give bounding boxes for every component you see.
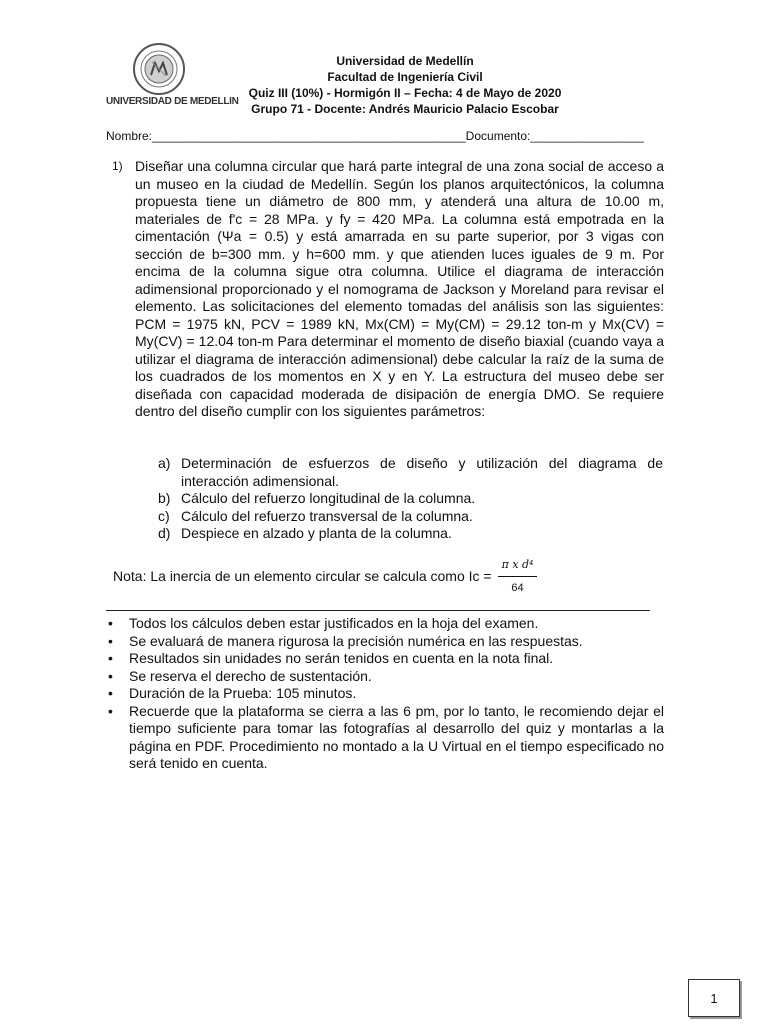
- bullet-icon: •: [108, 632, 113, 649]
- bullet-icon: •: [108, 667, 113, 684]
- bullet-icon: •: [108, 685, 113, 701]
- subitem: [135, 455, 663, 490]
- subitem: [135, 525, 663, 543]
- header-group-teacher: Grupo 71 - Docente: Andrés Mauricio Palacio Escobar: [251, 102, 559, 116]
- bullet-icon: •: [108, 615, 113, 631]
- subitem-letter: a): [158, 455, 171, 471]
- list-item-text: Se evaluará de manera rigurosa la precisión numérica en las respuestas.: [129, 632, 583, 649]
- inertia-formula: [498, 556, 538, 597]
- question-text: Diseñar una columna circular que hará parte integral de una zona social de acceso a un museo en la ciudad de Medellín. Según los planos arquitectónicos, la columna propuesta tiene un diámetro de 800 mm, y atenderá una altura de 10.00 m, materiales de f'c = 28 MPa. y fy = 420 MPa. La columna está empotrada en la cimentación (Ψa = 0.5) y está amarrada en su parte superior, por 3 vigas con sección de b=300 mm. y h=600 mm. y que atienden luces iguales de 9 m. Por encima de la columna sigue otra columna. Utilice el diagrama de interacción adimensional proporcionado y el nomograma de Jackson y Moreland para revisar el elemento. Las solicitaciones del elemento tomadas del análisis son las siguientes: PCM = 1975 kN, PCV = 1989 kN, Mx(CM) = My(CM) = 29.12 ton-m y Mx(CV) = My(CV) = 12.04 ton-m Para determinar el momento de diseño biaxial (cuando vaya a utilizar el diagrama de interacción adimensional) debe calcular la raíz de la suma de los cuadrados de los momentos en X y en Y. La estructura del museo debe ser diseñada con capacidad moderada de disipación de energía DMO. Se requiere dentro del diseño cumplir con los siguientes parámetros:: [135, 158, 664, 419]
- list-item-text: Recuerde que la plataforma se cierra a las 6 pm, por lo tanto, le recomiendo dejar el tiempo suficiente para tomar las fotografías al desarrollo del quiz y montarlas a la página en PDF. Procedimiento no montado a la U Virtual en el tiempo especificado no será tenido en cuenta.: [129, 702, 664, 771]
- question-number: 1): [112, 159, 123, 173]
- logo-text: UNIVERSIDAD DE MEDELLIN: [106, 96, 239, 107]
- list-item: [106, 685, 664, 703]
- bullet-icon: •: [108, 702, 113, 719]
- section-divider: [106, 610, 650, 611]
- header-quiz-title: Quiz III (10%) - Hormigón II – Fecha: 4 de Mayo de 2020: [248, 86, 562, 100]
- inertia-note: [113, 556, 633, 597]
- question-subitems: [135, 455, 663, 543]
- university-seal-icon: [132, 42, 186, 96]
- subitem-text: Despiece en alzado y planta de la columna.: [181, 525, 452, 541]
- list-item: [106, 650, 664, 668]
- subitem-letter: b): [158, 490, 171, 506]
- header-university: Universidad de Medellín: [336, 54, 474, 68]
- header-faculty: Facultad de Ingeniería Civil: [327, 70, 483, 84]
- question-1: [112, 158, 664, 421]
- list-item-text: Todos los cálculos deben estar justificados en la hoja del examen.: [129, 615, 539, 631]
- university-logo: [106, 42, 239, 112]
- note-text: Nota: La inercia de un elemento circular se calcula como Ic =: [113, 567, 492, 584]
- subitem-text: Cálculo del refuerzo transversal de la columna.: [181, 507, 473, 524]
- bullet-icon: •: [108, 650, 113, 666]
- subitem-text: Determinación de esfuerzos de diseño y utilización del diagrama de interacción adimensional.: [181, 455, 663, 489]
- list-item: [106, 668, 664, 686]
- formula-denominator: 64: [511, 581, 524, 594]
- subitem: [135, 490, 663, 508]
- list-item-text: Duración de la Prueba: 105 minutos.: [129, 685, 357, 701]
- subitem: [135, 508, 663, 526]
- list-item-text: Se reserva el derecho de sustentación.: [129, 667, 372, 684]
- formula-numerator: π x d⁴: [498, 556, 538, 577]
- subitem-letter: c): [158, 507, 170, 524]
- instructions-list: [106, 615, 664, 773]
- page-number: 1: [688, 979, 740, 1017]
- subitem-letter: d): [158, 525, 171, 541]
- list-item: [106, 703, 664, 773]
- subitem-text: Cálculo del refuerzo longitudinal de la columna.: [181, 490, 476, 506]
- list-item-text: Resultados sin unidades no serán tenidos en cuenta en la nota final.: [129, 650, 554, 666]
- name-document-field-line: Nombre:_______________________________________________Documento:_________________: [106, 129, 644, 143]
- document-header: [210, 53, 600, 117]
- list-item: [106, 615, 664, 633]
- list-item: [106, 633, 664, 651]
